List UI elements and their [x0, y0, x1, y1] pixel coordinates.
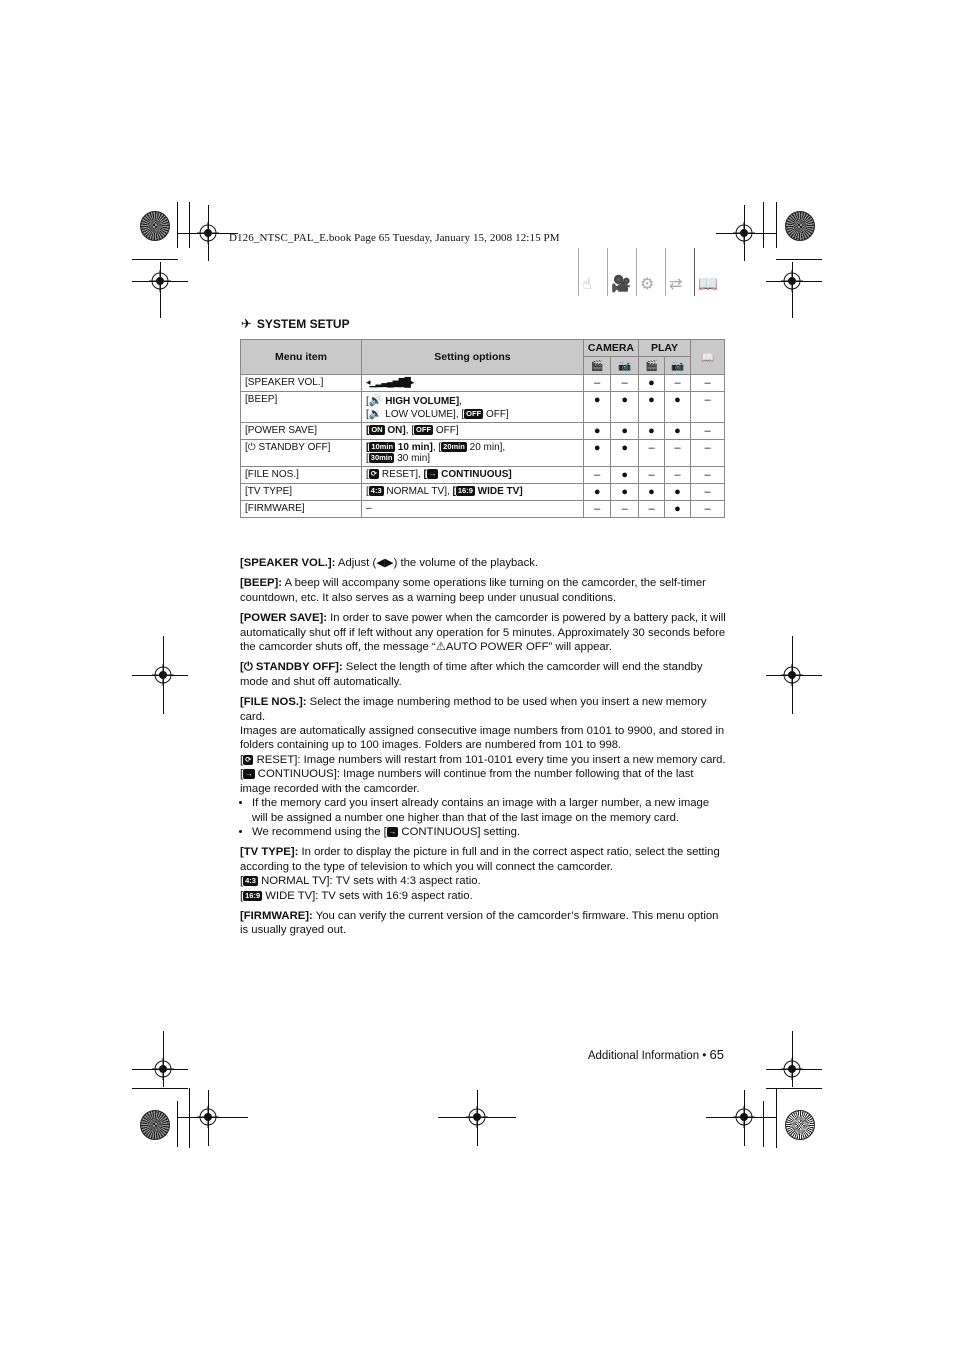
- gear-icon: ⚙: [640, 276, 655, 293]
- crosshair-icon: [197, 222, 219, 244]
- table-row: [BEEP] [🔊 HIGH VOLUME], [🔉 LOW VOLUME], [ OFF OFF] ● ● ● ● –: [241, 392, 725, 423]
- table-row: [POWER SAVE] [ ON ON], [ OFF OFF] ● ● ● ● –: [241, 423, 725, 440]
- page-footer: [588, 1047, 724, 1062]
- table-row: [TV TYPE] [ 4:3 NORMAL TV], [ 16:9 WIDE TV] ● ● ● ● –: [241, 484, 725, 501]
- registration-target-icon: [140, 1110, 170, 1140]
- registration-target-icon: [785, 211, 815, 241]
- speaker-volume-bar-icon: ◂▁▂▃▄▅▇█▸: [362, 375, 584, 392]
- transfer-icon: ⇄: [669, 276, 683, 293]
- table-row: [FILE NOS.] [ ⟳ RESET], [ → CONTINUOUS] – ● – – –: [241, 467, 725, 484]
- power-save-paragraph: [POWER SAVE]: In order to save power when the camcorder is powered by a battery pack, it will automatically shut off if left without any operation for 5 minutes. Approximately 30 seconds before the camcorder shuts off, the message “⚠AUTO POWER OFF” will appear.: [240, 612, 726, 654]
- crosshair-icon: [733, 1106, 755, 1128]
- movie-mode-icon: 🎬: [639, 357, 665, 375]
- table-row: [FIRMWARE] – – – – ● –: [241, 501, 725, 518]
- list-item: • If the memory card you insert already contains an image with a larger number, a new image will be assigned a number one higher than that of the last image on the memory card.: [252, 796, 726, 825]
- on-badge-icon: ON: [371, 425, 383, 434]
- standby-paragraph: [⏻ STANDBY OFF]: Select the length of time after which the camcorder will end the standby mode and shut off automatically.: [240, 661, 703, 688]
- aspect-4-3-icon: 4:3: [370, 486, 382, 495]
- tab-gear[interactable]: [636, 248, 665, 296]
- off-badge-icon: OFF: [466, 409, 482, 418]
- section-title: ✈ SYSTEM SETUP: [241, 316, 350, 331]
- tab-camera[interactable]: [607, 248, 636, 296]
- file-nos-section: [FILE NOS.]: Select the image numbering method to be used when you insert a new memory card. Images are automatically assigned consecutive image numbers from 0101 to 9900, and stored in folders containing up to 100 images. Folders are numbered from 101 to 998. [ ⟳ RESET]: Image numbers will restart from 101-0101 every time you insert a new memory card. [ → CONTINUOUS]: Image numbers will continue from the number following that of the last image recorded with the camcorder. • If the memory card you insert already contains an image with a larger number, a new image will be assigned a number one higher than that of the last image on the memory card. • We recommend using the [ → CONTINUOUS] setting.: [240, 695, 726, 839]
- table-row: [SPEAKER VOL.] ◂▁▂▃▄▅▇█▸ – – ● – –: [241, 375, 725, 392]
- standby-icon: ⏻: [247, 442, 256, 453]
- list-item: • We recommend using the [ → CONTINUOUS] setting.: [252, 825, 726, 839]
- beep-paragraph: [BEEP]: A beep will accompany some operations like turning on the camcorder, the self-timer countdown, etc. It also serves as a warning beep under unusual conditions.: [240, 577, 706, 604]
- crosshair-icon: [781, 1058, 803, 1080]
- footer-section: Additional Information: [587, 1050, 700, 1062]
- registration-target-icon: [140, 211, 170, 241]
- twenty-min-icon: 20min: [443, 442, 465, 451]
- tab-additional-info[interactable]: [694, 248, 723, 296]
- book-icon: 📖: [698, 276, 718, 293]
- crosshair-icon: [781, 270, 803, 292]
- off-badge-icon: OFF: [416, 425, 432, 434]
- body-text: [240, 556, 726, 944]
- photo-mode-icon: 📷: [611, 357, 639, 375]
- crosshair-icon: [733, 222, 755, 244]
- crosshair-icon: [197, 1106, 219, 1128]
- firmware-paragraph: [FIRMWARE]: You can verify the current version of the camcorder’s firmware. This menu option is usually grayed out.: [240, 909, 719, 937]
- book-file-header: D126_NTSC_PAL_E.book Page 65 Tuesday, January 15, 2008 12:15 PM: [229, 232, 560, 244]
- aspect-16-9-icon: 16:9: [457, 486, 473, 495]
- speaker-paragraph: [SPEAKER VOL.]: Adjust (◀▶) the volume of the playback.: [240, 557, 539, 569]
- book-icon: 📖: [691, 340, 725, 375]
- reset-icon: ⟳: [245, 754, 252, 764]
- thirty-min-icon: 30min: [370, 453, 393, 462]
- continuous-icon: →: [388, 826, 397, 836]
- crosshair-icon: [466, 1106, 488, 1128]
- system-setup-icon: ✈: [241, 316, 252, 331]
- continuous-icon: →: [245, 769, 253, 779]
- registration-target-icon: [785, 1110, 815, 1140]
- high-volume-icon: 🔊: [368, 395, 383, 407]
- crosshair-icon: [149, 270, 171, 292]
- crosshair-icon: [152, 1058, 174, 1080]
- header-menu-item: Menu item: [241, 340, 362, 375]
- hand-icon: ☝: [582, 276, 592, 293]
- standby-icon: ⏻: [243, 661, 253, 674]
- movie-mode-icon: 🎬: [583, 357, 611, 375]
- camera-icon: 🎥: [611, 276, 631, 293]
- page-number: 65: [709, 1047, 724, 1062]
- crosshair-icon: [781, 664, 803, 686]
- tv-type-section: [TV TYPE]: In order to display the picture in full and in the correct aspect ratio, select the setting according to the type of television to which you will connect the camcorder. [ 4:3 NORMAL TV]: TV sets with 4:3 aspect ratio. [ 16:9 WIDE TV]: TV sets with 16:9 aspect ratio.: [240, 846, 720, 902]
- header-play: PLAY: [639, 340, 691, 357]
- tab-transfer[interactable]: [665, 248, 694, 296]
- crosshair-icon: [152, 664, 174, 686]
- footer-bullet: •: [702, 1050, 707, 1062]
- aspect-16-9-icon: 16:9: [245, 890, 261, 900]
- header-camera: CAMERA: [583, 340, 638, 357]
- aspect-4-3-icon: 4:3: [245, 876, 256, 886]
- header-setting-options: Setting options: [362, 340, 584, 375]
- file-nos-notes: [240, 796, 726, 839]
- photo-mode-icon: 📷: [665, 357, 691, 375]
- low-volume-icon: 🔉: [368, 408, 383, 420]
- reset-icon: ⟳: [370, 469, 378, 478]
- settings-table: [240, 339, 725, 518]
- table-row: [⏻ STANDBY OFF] [ 10min 10 min], [ 20min 20 min], [ 30min 30 min] ● ● – – –: [241, 440, 725, 467]
- continuous-icon: →: [428, 469, 437, 478]
- tab-hand[interactable]: [578, 248, 607, 296]
- ten-min-icon: 10min: [371, 442, 394, 451]
